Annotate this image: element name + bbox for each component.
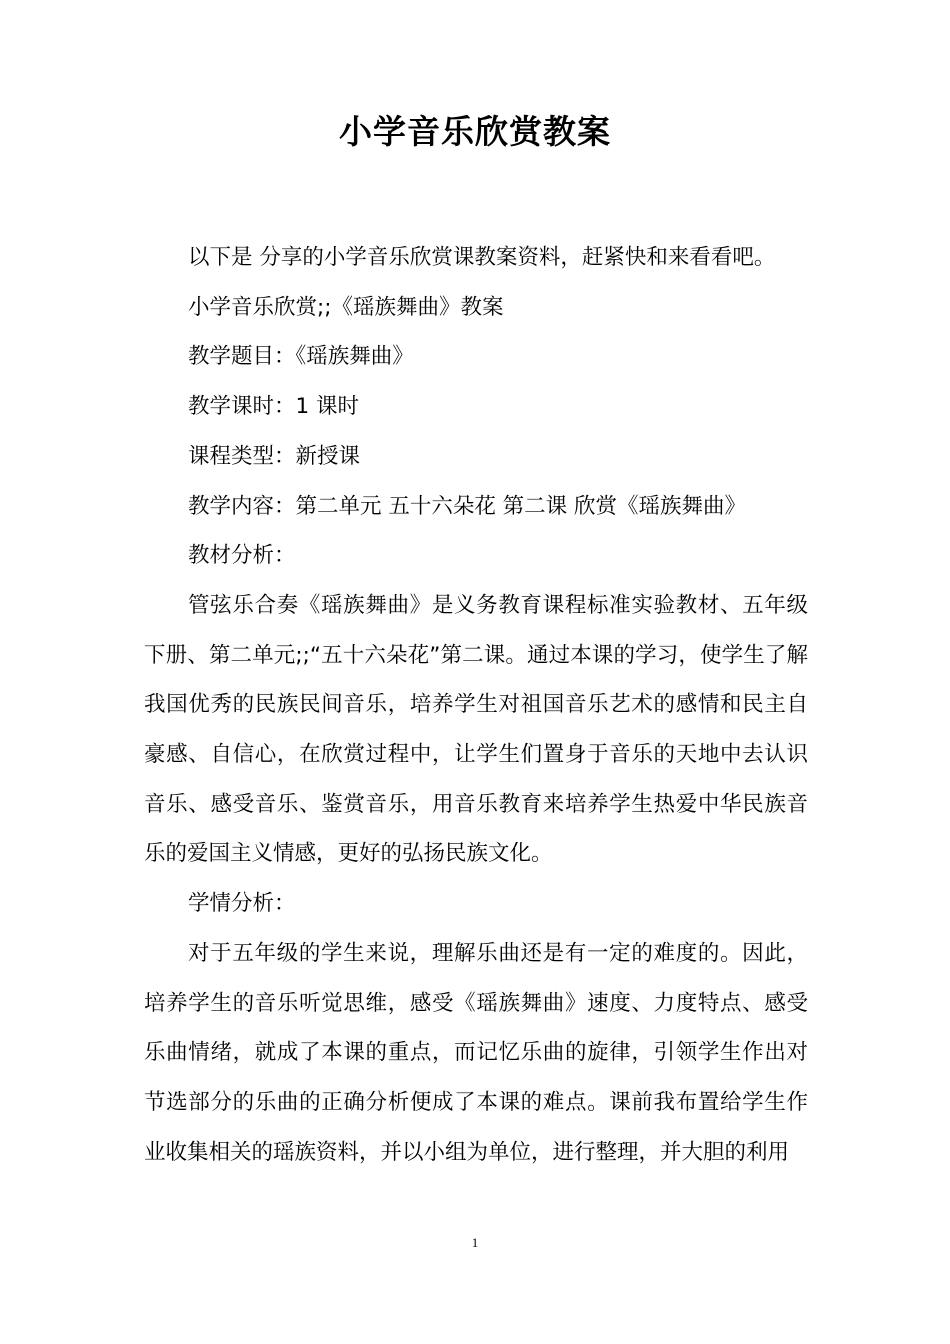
paragraph-teaching-topic: 教学题目：《瑶族舞曲》 — [188, 344, 414, 370]
paragraph-intro: 以下是 分享的小学音乐欣赏课教案资料，赶紧快和来看看吧。 — [188, 245, 776, 270]
document-title: 小学音乐欣赏教案 — [339, 112, 611, 151]
document-body — [144, 233, 808, 1177]
heading-textbook-analysis: 教材分析： — [188, 543, 296, 569]
paragraph-lesson-heading: 小学音乐欣赏;;《瑶族舞曲》教案 — [188, 294, 504, 320]
paragraph-class-hours: 教学课时：1 课时 — [188, 394, 360, 420]
paragraph-textbook-analysis: 管弦乐合奏《瑶族舞曲》是义务教育课程标准实验教材、五年级下册、第二单元;;“五十六朵花”第二课。通过本课的学习，使学生了解我国优秀的民族民间音乐，培养学生对祖国音乐艺术的感情和民主自豪感、自信心，在欣赏过程中，让学生们置身于音乐的天地中去认识音乐、感受音乐、鉴赏音乐，用音乐教育来培养学生热爱中华民族音乐的爱国主义情感，更好的弘扬民族文化。 — [144, 592, 808, 867]
paragraph-teaching-content: 教学内容：第二单元 五十六朵花 第二课 欣赏《瑶族舞曲》 — [188, 493, 747, 519]
paragraph-student-analysis: 对于五年级的学生来说，理解乐曲还是有一定的难度的。因此，培养学生的音乐听觉思维，感受《瑶族舞曲》速度、力度特点、感受乐曲情绪，就成了本课的重点，而记忆乐曲的旋律，引领学生作出对节选部分的乐曲的正确分析便成了本课的难点。课前我布置给学生作业收集相关的瑶族资料，并以小组为单位，进行整理，并大胆的利用 — [144, 940, 808, 1165]
page-number: 1 — [471, 1235, 479, 1250]
paragraph-course-type: 课程类型：新授课 — [188, 443, 361, 469]
heading-student-analysis: 学情分析： — [188, 891, 296, 917]
